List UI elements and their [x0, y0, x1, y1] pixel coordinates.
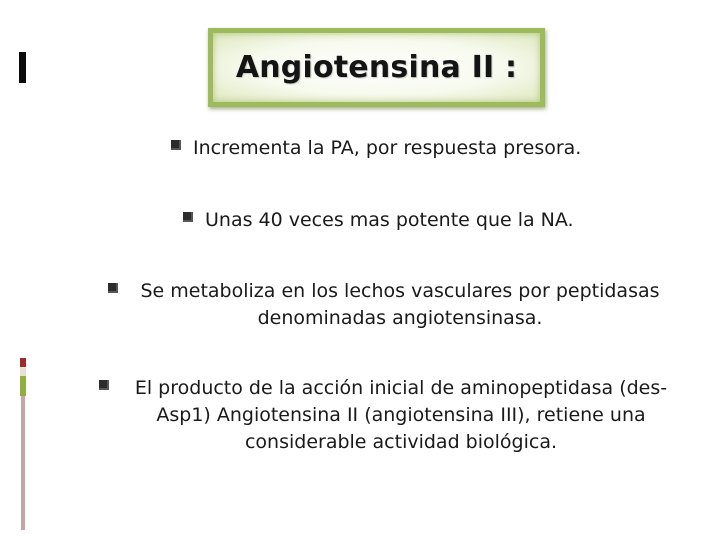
bullet-text	[205, 207, 574, 234]
square-bullet-icon	[108, 283, 118, 293]
slide-accent-green-block	[20, 376, 26, 396]
bullet-line: Incrementa la PA, por respuesta presora.	[193, 137, 582, 159]
bullet-line: denominadas angiotensinasa.	[257, 307, 543, 329]
bullet-line: Se metaboliza en los lechos vasculares por peptidasas	[140, 280, 660, 302]
slide-accent-light-block	[20, 367, 26, 376]
slide-accent-red-block	[20, 358, 26, 367]
bullet-text	[193, 135, 581, 162]
bullet-line: El producto de la acción inicial de aminopeptidasa (des-	[134, 377, 668, 399]
square-bullet-icon	[171, 140, 181, 150]
bullet-line: considerable actividad biológica.	[244, 431, 558, 453]
bullet-line: Asp1) Angiotensina II (angiotensina III), retiene una	[156, 404, 646, 426]
square-bullet-icon	[99, 380, 109, 390]
slide-title-box	[208, 28, 545, 107]
slide-left-bar-decoration	[19, 52, 26, 83]
bullet-text	[130, 278, 670, 332]
bullet-line: Unas 40 veces mas potente que la NA.	[205, 209, 574, 231]
square-bullet-icon	[183, 212, 193, 222]
slide-title: Angiotensina II :	[235, 50, 518, 85]
bullet-text	[121, 375, 681, 456]
